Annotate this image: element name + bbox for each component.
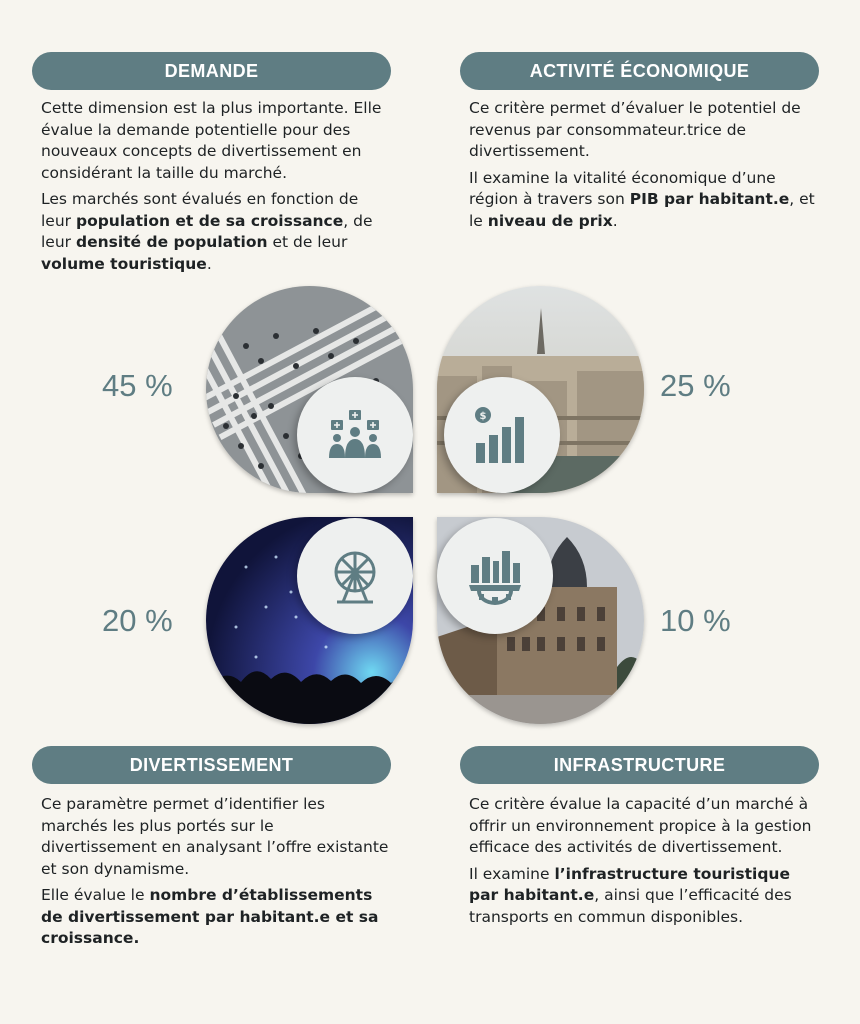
divertissement-paragraph-1: Ce paramètre permet d’identifier les marchés les plus portés sur le divertissement en analysant l’offre existante et son dynamisme. bbox=[41, 795, 389, 878]
divertissement-title: DIVERTISSEMENT bbox=[32, 746, 391, 784]
activite-description bbox=[469, 98, 819, 237]
money-bar-chart-icon bbox=[444, 377, 560, 493]
infrastructure-description bbox=[469, 794, 819, 933]
demande-description bbox=[41, 98, 391, 280]
ferris-wheel-icon bbox=[297, 518, 413, 634]
divertissement-description bbox=[41, 794, 391, 955]
divertissement-paragraph-2: Elle évalue le nombre d’établissements de divertissement par habitant.e et sa croissance. bbox=[41, 886, 379, 947]
activite-weight: 25 % bbox=[660, 368, 731, 403]
demande-paragraph-1: Cette dimension est la plus importante. Elle évalue la demande potentielle pour des nouveaux concepts de divertissement en considérant la taille du marché. bbox=[41, 99, 382, 182]
infrastructure-weight: 10 % bbox=[660, 603, 731, 638]
infrastructure-paragraph-1: Ce critère évalue la capacité d’un marché à offrir un environnement propice à la gestion efficace des activités de divertissement. bbox=[469, 795, 812, 856]
infrastructure-title: INFRASTRUCTURE bbox=[460, 746, 819, 784]
svg-text:$: $ bbox=[479, 411, 487, 422]
people-group-icon bbox=[297, 377, 413, 493]
infrastructure-paragraph-2: Il examine l’infrastructure touristique par habitant.e, ainsi que l’efficacité des transports en commun disponibles. bbox=[469, 864, 792, 926]
demande-title: DEMANDE bbox=[32, 52, 391, 90]
city-gear-icon bbox=[437, 518, 553, 634]
demande-paragraph-2: Les marchés sont évalués en fonction de leur population et de sa croissance, de leur densité de population et de leur volume touristique. bbox=[41, 190, 373, 273]
demande-weight: 45 % bbox=[102, 368, 173, 403]
activite-title: ACTIVITÉ ÉCONOMIQUE bbox=[460, 52, 819, 90]
activite-paragraph-1: Ce critère permet d’évaluer le potentiel de revenus par consommateur.trice de divertissement. bbox=[469, 99, 801, 160]
divertissement-weight: 20 % bbox=[102, 603, 173, 638]
activite-paragraph-2: Il examine la vitalité économique d’une région à travers son PIB par habitant.e, et le niveau de prix. bbox=[469, 168, 815, 230]
